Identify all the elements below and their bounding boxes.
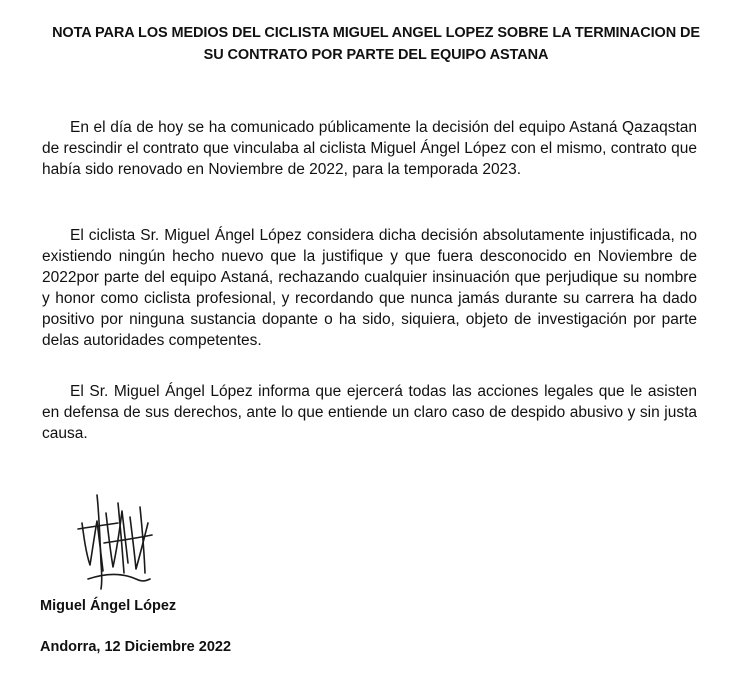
- paragraph-1: En el día de hoy se ha comunicado públicamente la decisión del equipo Astaná Qazaqstan de rescindir el contrato que vinculaba al ciclista Miguel Ángel López con el mismo, contrato que había sido renovado en Noviembre de 2022, para la temporada 2023.: [42, 119, 697, 178]
- signatory-name: Miguel Ángel López: [40, 598, 177, 614]
- place-and-date: Andorra, 12 Diciembre 2022: [40, 639, 232, 655]
- handwritten-signature: [70, 483, 160, 593]
- paragraph-3: El Sr. Miguel Ángel López informa que ejercerá todas las acciones legales que le asisten en defensa de sus derechos, ante lo que entiende un claro caso de despido abusivo y sin justa causa.: [42, 383, 697, 442]
- paragraph-2: El ciclista Sr. Miguel Ángel López considera dicha decisión absolutamente injustificada, no existiendo ningún hecho nuevo que la justifique y que fuera desconocido en Noviembre de 2022por parte del equipo Astaná, rechazando cualquier insinuación que perjudique su nombre y honor como ciclista profesional, y recordando que nunca jamás durante su carrera ha dado positivo por ninguna sustancia dopante o ha sido, siquiera, objeto de investigación por parte delas autoridades competentes.: [42, 227, 697, 349]
- document-title-line-2: SU CONTRATO POR PARTE DEL EQUIPO ASTANA: [203, 47, 549, 63]
- document-title: [40, 22, 712, 66]
- document-title-line-1: NOTA PARA LOS MEDIOS DEL CICLISTA MIGUEL ANGEL LOPEZ SOBRE LA TERMINACION DE: [52, 25, 700, 41]
